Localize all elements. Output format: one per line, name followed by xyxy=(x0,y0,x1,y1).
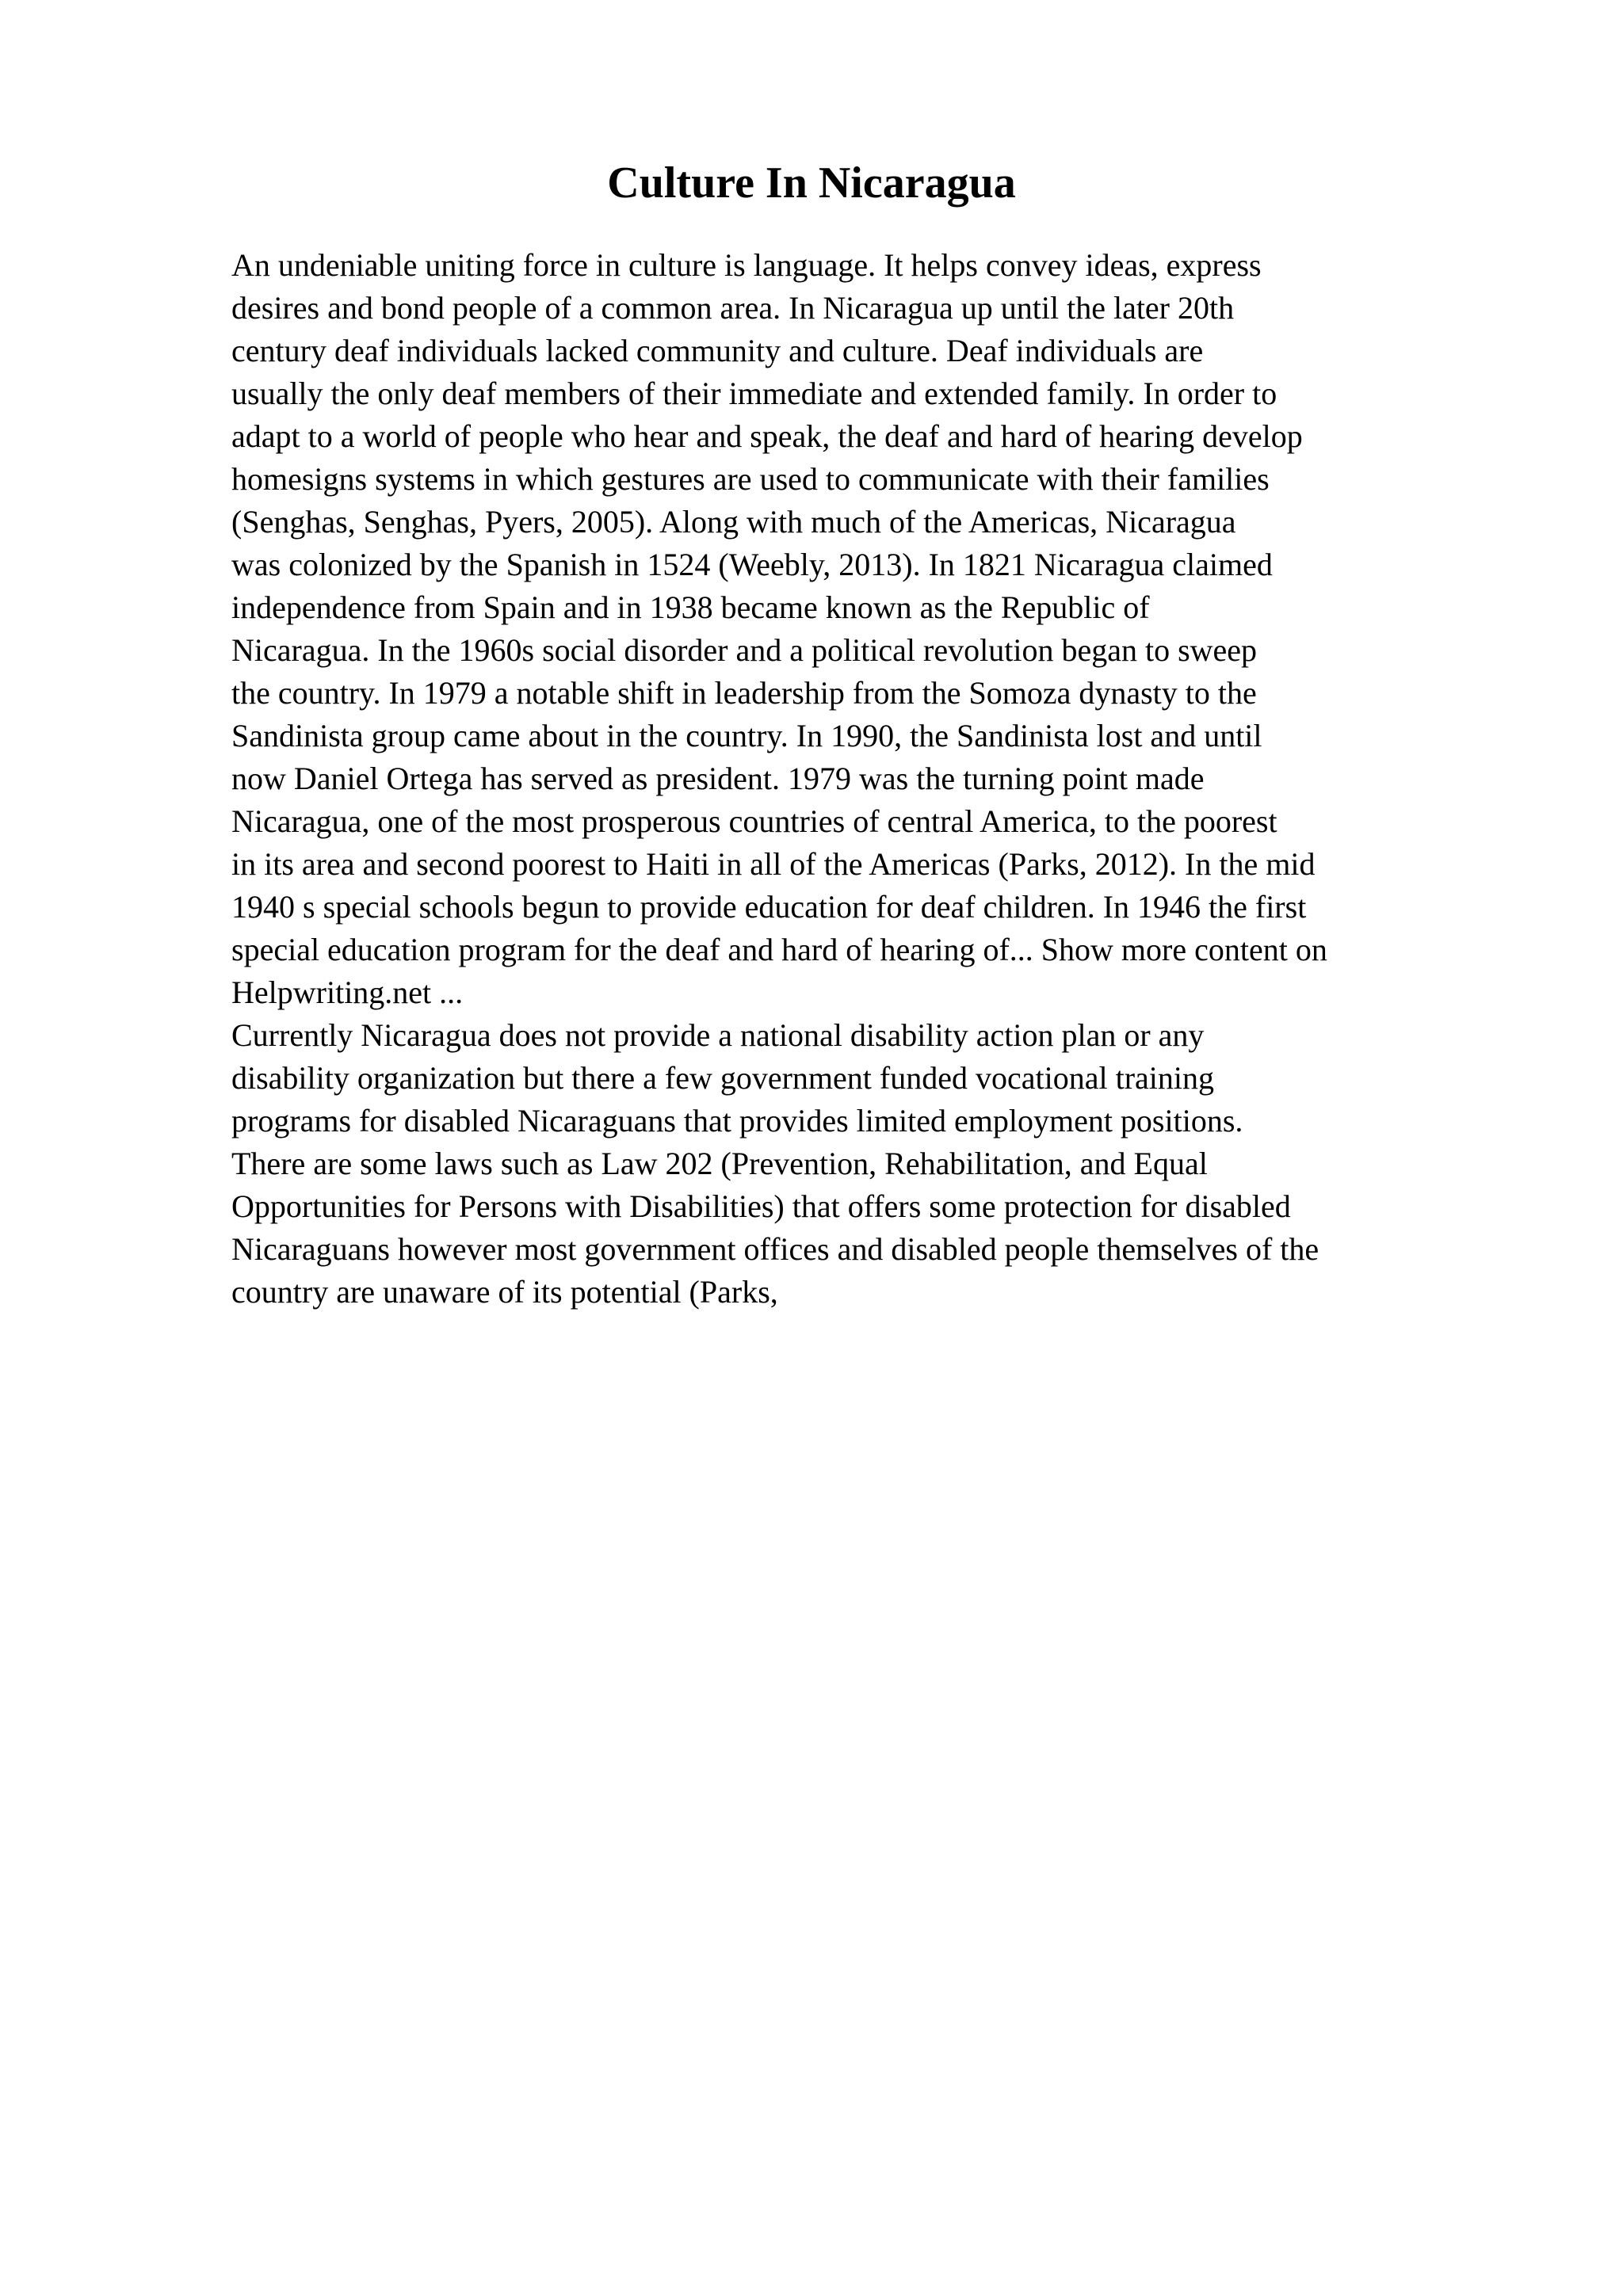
body-line: Sandinista group came about in the country. In 1990, the Sandinista lost and until xyxy=(231,718,1262,753)
body-line: Opportunities for Persons with Disabilities) that offers some protection for disabled xyxy=(231,1188,1291,1224)
body-line: adapt to a world of people who hear and speak, the deaf and hard of hearing develop xyxy=(231,418,1303,454)
body-line: Nicaragua, one of the most prosperous countries of central America, to the poorest xyxy=(231,803,1277,839)
body-line: independence from Spain and in 1938 became known as the Republic of xyxy=(231,589,1150,625)
document-title: Culture In Nicaragua xyxy=(607,158,1016,208)
body-line: disability organization but there a few government funded vocational training xyxy=(231,1060,1214,1096)
body-line: the country. In 1979 a notable shift in leadership from the Somoza dynasty to the xyxy=(231,675,1257,711)
body-line: 1940 s special schools begun to provide education for deaf children. In 1946 the first xyxy=(231,889,1307,925)
body-line: country are unaware of its potential (Parks, xyxy=(231,1274,778,1310)
body-line: special education program for the deaf and hard of hearing of... Show more content on xyxy=(231,932,1327,967)
body-line: (Senghas, Senghas, Pyers, 2005). Along with much of the Americas, Nicaragua xyxy=(231,504,1236,540)
body-line: There are some laws such as Law 202 (Prevention, Rehabilitation, and Equal xyxy=(231,1146,1208,1181)
body-line: desires and bond people of a common area. In Nicaragua up until the later 20th xyxy=(231,290,1235,326)
body-line: was colonized by the Spanish in 1524 (Weebly, 2013). In 1821 Nicaragua claimed xyxy=(231,547,1273,582)
body-line: century deaf individuals lacked community and culture. Deaf individuals are xyxy=(231,333,1204,368)
body-line: Nicaragua. In the 1960s social disorder and a political revolution began to sweep xyxy=(231,632,1258,668)
body-line: programs for disabled Nicaraguans that provides limited employment positions. xyxy=(231,1103,1243,1138)
body-line: homesigns systems in which gestures are used to communicate with their families xyxy=(231,461,1270,497)
body-line: An undeniable uniting force in culture is language. It helps convey ideas, express xyxy=(231,247,1262,283)
body-line: Helpwriting.net ... xyxy=(231,974,464,1010)
body-line: usually the only deaf members of their immediate and extended family. In order to xyxy=(231,376,1277,411)
body-line: Nicaraguans however most government offices and disabled people themselves of the xyxy=(231,1231,1319,1267)
body-line: now Daniel Ortega has served as president. 1979 was the turning point made xyxy=(231,761,1205,796)
body-line: in its area and second poorest to Haiti in all of the Americas (Parks, 2012). In the mid xyxy=(231,846,1316,882)
document-body xyxy=(231,244,1594,1314)
body-line: Currently Nicaragua does not provide a national disability action plan or any xyxy=(231,1017,1205,1053)
